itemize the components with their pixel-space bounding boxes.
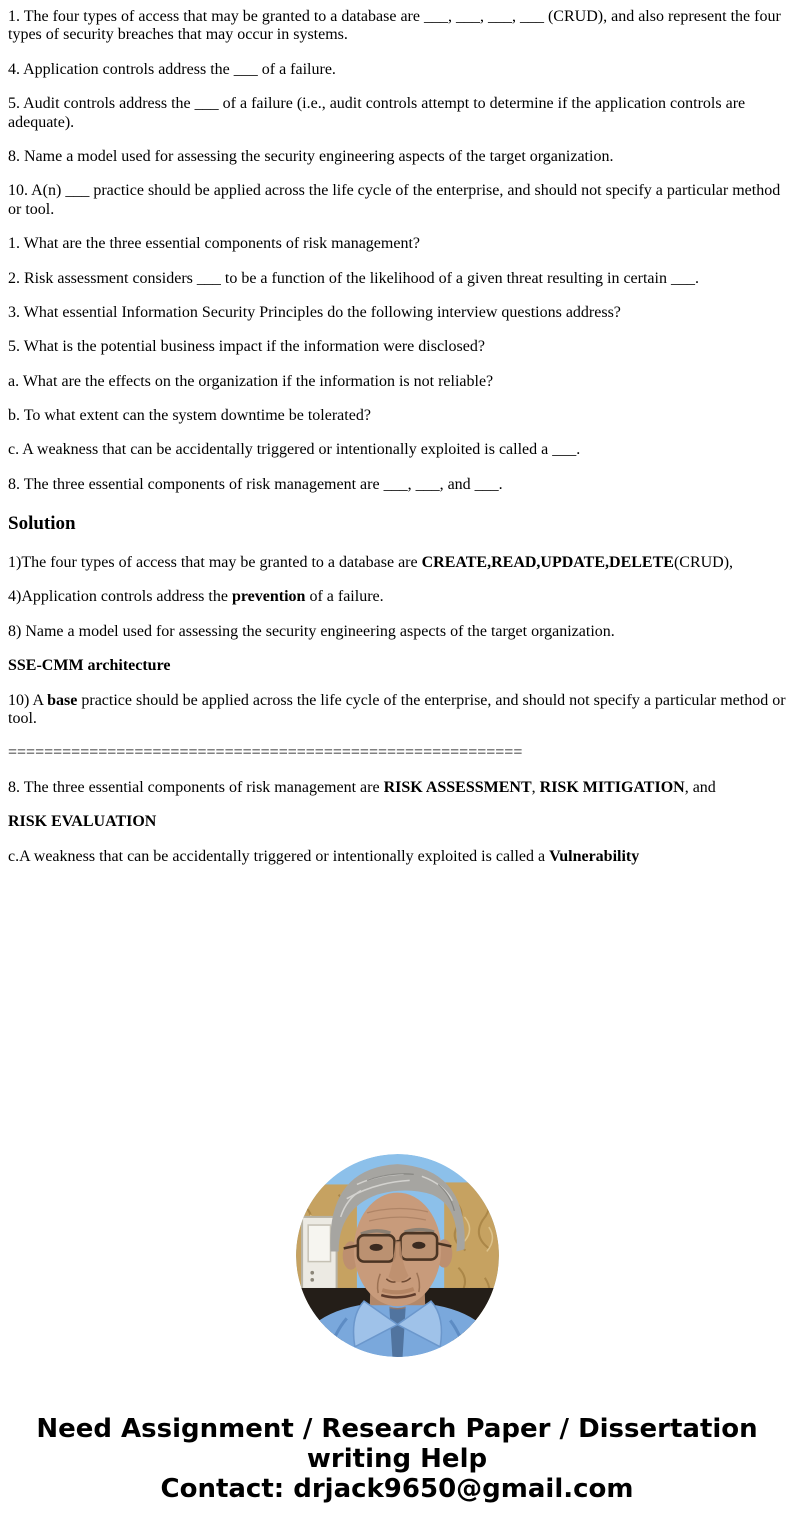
solution-paragraph: 8. The three essential components of risk management are RISK ASSESSMENT, RISK MITIGATION, and bbox=[8, 778, 716, 796]
question-paragraph: 8. The three essential components of risk management are ___, ___, and ___. bbox=[8, 475, 503, 493]
solution-section bbox=[8, 513, 786, 866]
portrait-photo-container bbox=[8, 1154, 786, 1362]
question-paragraph: 1. What are the three essential components of risk management? bbox=[8, 235, 420, 253]
question-paragraph: 10. A(n) ___ practice should be applied across the life cycle of the enterprise, and should not specify a particular method or tool. bbox=[8, 182, 781, 218]
solution-paragraph: 1)The four types of access that may be granted to a database are CREATE,READ,UPDATE,DELETE(CRUD), bbox=[8, 554, 734, 572]
equals-divider: ========================================================= bbox=[8, 744, 523, 762]
question-paragraph: a. What are the effects on the organization if the information is not reliable? bbox=[8, 372, 494, 390]
question-paragraph: 5. Audit controls address the ___ of a failure (i.e., audit controls attempt to determine if the application controls are adequate). bbox=[8, 95, 746, 131]
question-paragraph: b. To what extent can the system downtime be tolerated? bbox=[8, 407, 371, 425]
question-paragraph: 3. What essential Information Security Principles do the following interview questions address? bbox=[8, 303, 621, 321]
question-paragraph: 1. The four types of access that may be granted to a database are ___, ___, ___, ___ (CRUD), and also represent the four types of security breaches that may occur in systems. bbox=[8, 8, 781, 44]
footer-contact-text: Contact: drjack9650@gmail.com bbox=[160, 1474, 634, 1504]
solution-paragraph: c.A weakness that can be accidentally triggered or intentionally exploited is called a Vulnerability bbox=[8, 847, 640, 865]
solution-paragraph: SSE-CMM architecture bbox=[8, 657, 171, 675]
question-paragraph: c. A weakness that can be accidentally triggered or intentionally exploited is called a ___. bbox=[8, 441, 581, 459]
solution-paragraph: RISK EVALUATION bbox=[8, 813, 157, 831]
question-paragraph: 8. Name a model used for assessing the security engineering aspects of the target organization. bbox=[8, 147, 614, 165]
footer-banner bbox=[8, 1414, 786, 1504]
document-body bbox=[8, 8, 786, 1504]
solution-paragraph: 4)Application controls address the prevention of a failure. bbox=[8, 588, 384, 606]
solution-paragraph: 10) A base practice should be applied across the life cycle of the enterprise, and should not specify a particular method or tool. bbox=[8, 691, 786, 728]
footer-help-text: Need Assignment / Research Paper / Dissertation writing Help bbox=[36, 1414, 758, 1474]
question-paragraph: 2. Risk assessment considers ___ to be a function of the likelihood of a given threat resulting in certain ___. bbox=[8, 269, 699, 287]
portrait-photo bbox=[296, 1154, 499, 1357]
solution-heading: Solution bbox=[8, 513, 76, 535]
solution-paragraph: 8) Name a model used for assessing the security engineering aspects of the target organization. bbox=[8, 622, 615, 640]
questions-section bbox=[8, 8, 786, 494]
question-paragraph: 5. What is the potential business impact if the information were disclosed? bbox=[8, 338, 485, 356]
man-portrait-illustration bbox=[296, 1154, 499, 1357]
question-paragraph: 4. Application controls address the ___ of a failure. bbox=[8, 60, 336, 78]
